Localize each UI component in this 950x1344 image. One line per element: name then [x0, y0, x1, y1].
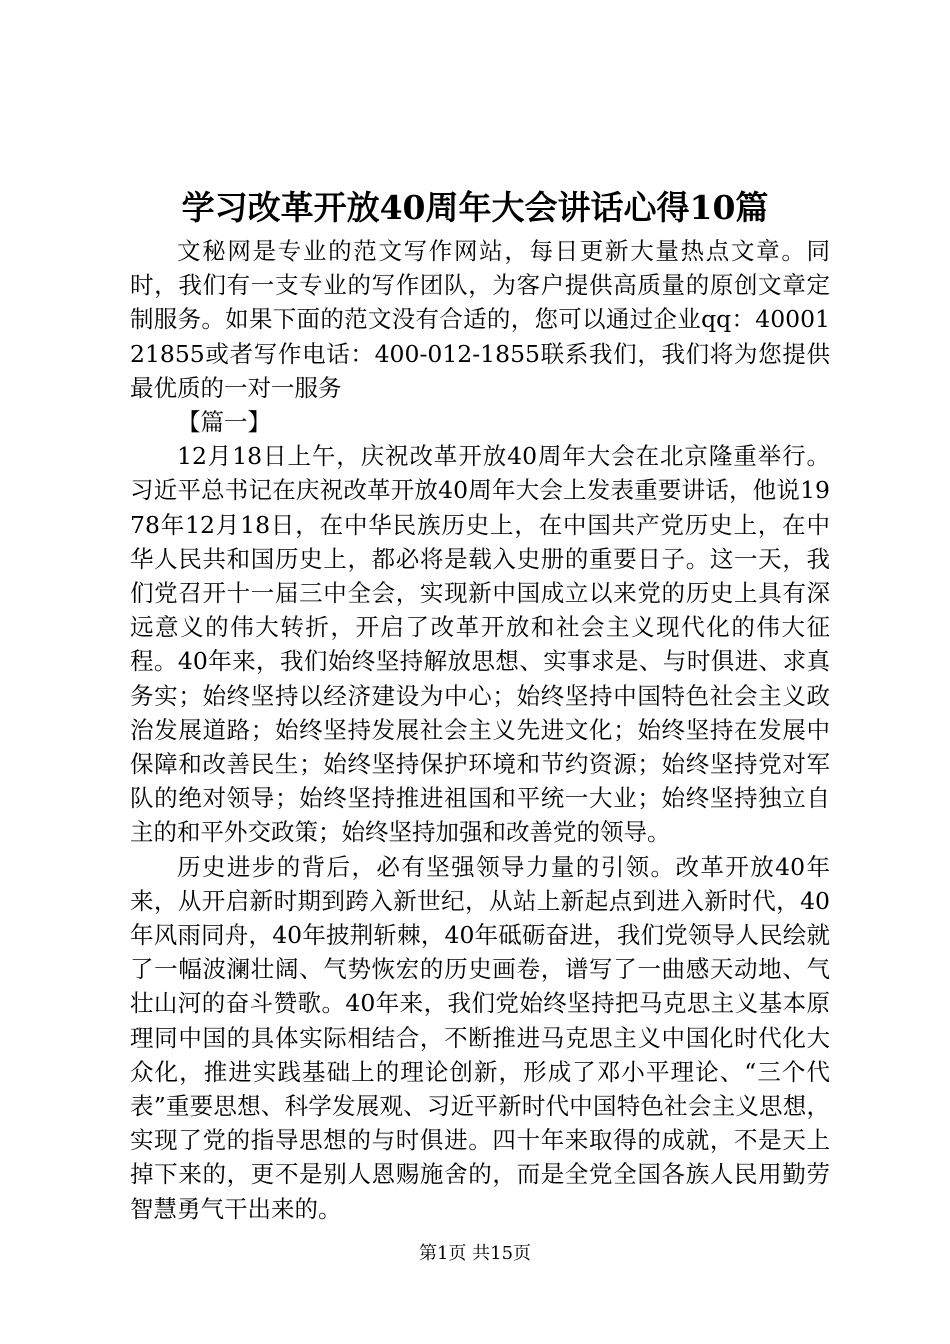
- document-body: [130, 234, 830, 1226]
- page-footer: [0, 1240, 950, 1268]
- intro-paragraph: 文秘网是专业的范文写作网站，每日更新大量热点文章。同时，我们有一支专业的写作团队，为客户提供高质量的原创文章定制服务。如果下面的范文没有合适的，您可以通过企业qq：4000121855或者写作电话：400-012-1855联系我们，我们将为您提供最优质的一对一服务: [130, 237, 830, 402]
- page-indicator: 第1页 共15页: [418, 1243, 532, 1264]
- section-heading: 【篇一】: [177, 408, 271, 437]
- document-title: 学习改革开放40周年大会讲话心得10篇: [181, 188, 769, 227]
- body-paragraph-2: 历史进步的背后，必有坚强领导力量的引领。改革开放40年来，从开启新时期到跨入新世纪，从站上新起点到进入新时代，40年风雨同舟，40年披荆斩棘，40年砥砺奋进，我们党领导人民绘就了一幅波澜壮阔、气势恢宏的历史画卷，谱写了一曲感天动地、气壮山河的奋斗赞歌。40年来，我们党始终坚持把马克思主义基本原理同中国的具体实际相结合，不断推进马克思主义中国化时代化大众化，推进实践基础上的理论创新，形成了邓小平理论、“三个代表”重要思想、科学发展观、习近平新时代中国特色社会主义思想，实现了党的指导思想的与时俱进。四十年来取得的成就，不是天上掉下来的，更不是别人恩赐施舍的，而是全党全国各族人民用勤劳智慧勇气干出来的。: [130, 852, 830, 1223]
- body-paragraph-1: 12月18日上午，庆祝改革开放40周年大会在北京隆重举行。习近平总书记在庆祝改革开放40周年大会上发表重要讲话，他说1978年12月18日，在中华民族历史上，在中国共产党历史上，在中华人民共和国历史上，都必将是载入史册的重要日子。这一天，我们党召开十一届三中全会，实现新中国成立以来党的历史上具有深远意义的伟大转折，开启了改革开放和社会主义现代化的伟大征程。40年来，我们始终坚持解放思想、实事求是、与时俱进、求真务实；始终坚持以经济建设为中心；始终坚持中国特色社会主义政治发展道路；始终坚持发展社会主义先进文化；始终坚持在发展中保障和改善民生；始终坚持保护环境和节约资源；始终坚持党对军队的绝对领导；始终坚持推进祖国和平统一大业；始终坚持独立自主的和平外交政策；始终坚持加强和改善党的领导。: [130, 442, 830, 847]
